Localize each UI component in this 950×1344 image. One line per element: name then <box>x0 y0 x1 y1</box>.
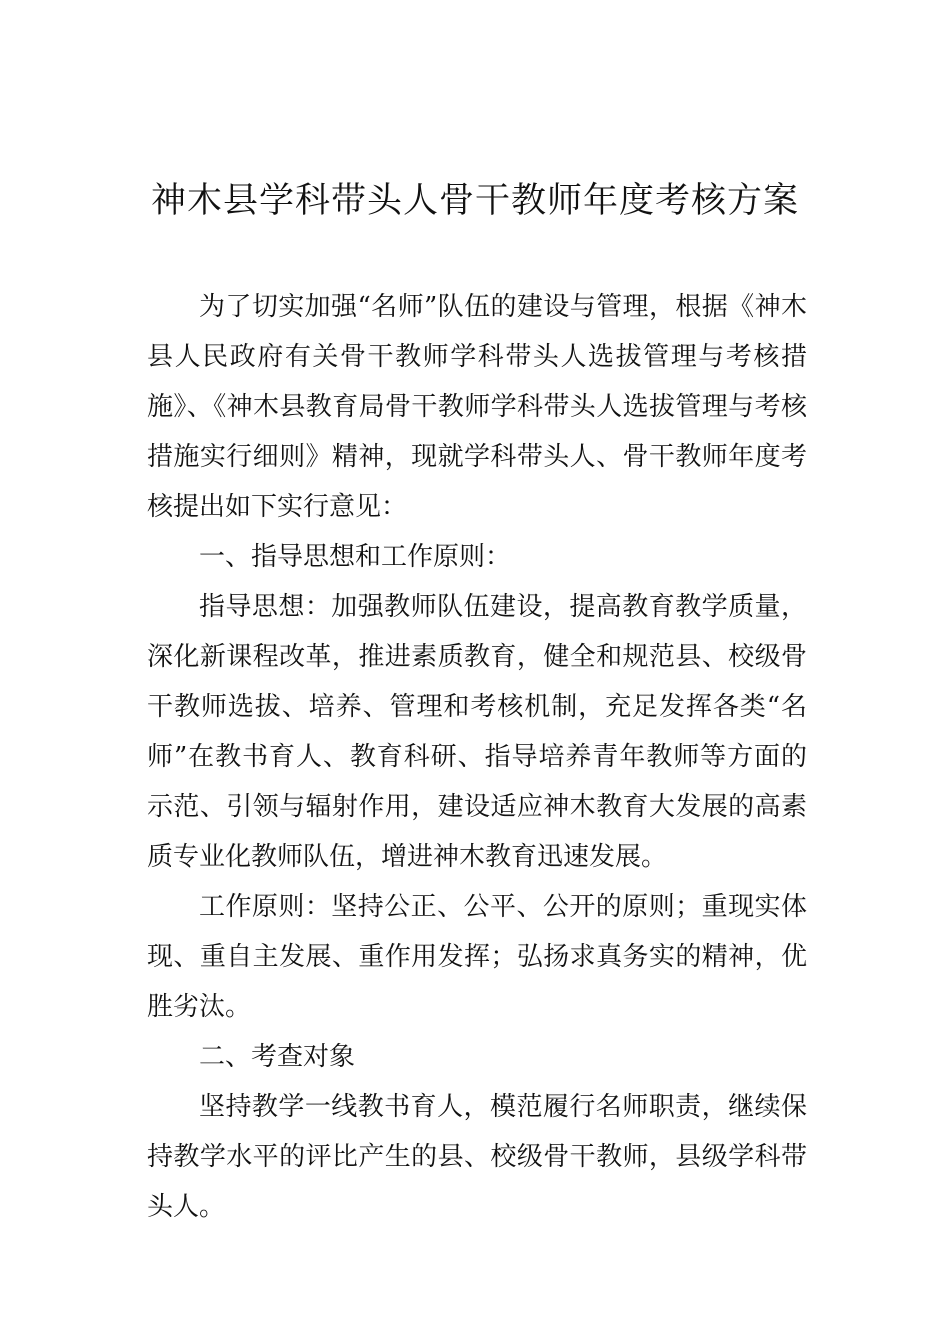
section-heading-guiding-principles: 一、指导思想和工作原则： <box>199 542 512 572</box>
intro-paragraph: 为了切实加强“名师”队伍的建设与管理，根据《神木县人民政府有关骨干教师学科带头人选拔管理与考核措施》、《神木县教育局骨干教师学科带头人选拔管理与考核措施实行细则》精神，现就学科带头人、骨干教师年度考核提出如下实行意见： <box>147 292 807 522</box>
document-title: 神木县学科带头人骨干教师年度考核方案 <box>150 181 799 221</box>
document-body <box>147 282 807 1232</box>
guiding-thought-paragraph: 指导思想：加强教师队伍建设，提高教育教学质量，深化新课程改革，推进素质教育，健全和规范县、校级骨干教师选拔、培养、管理和考核机制，充足发挥各类“名师”在教书育人、教育科研、指导培养青年教师等方面的示范、引领与辐射作用，建设适应神木教育大发展的高素质专业化教师队伍，增进神木教育迅速发展。 <box>147 592 807 872</box>
section-heading-assessment-targets: 二、考查对象 <box>199 1042 356 1072</box>
work-principle-paragraph: 工作原则：坚持公正、公平、公开的原则；重现实体现、重自主发展、重作用发挥；弘扬求真务实的精神，优胜劣汰。 <box>147 892 807 1022</box>
assessment-targets-paragraph: 坚持教学一线教书育人，模范履行名师职责，继续保持教学水平的评比产生的县、校级骨干教师，县级学科带头人。 <box>147 1092 807 1222</box>
